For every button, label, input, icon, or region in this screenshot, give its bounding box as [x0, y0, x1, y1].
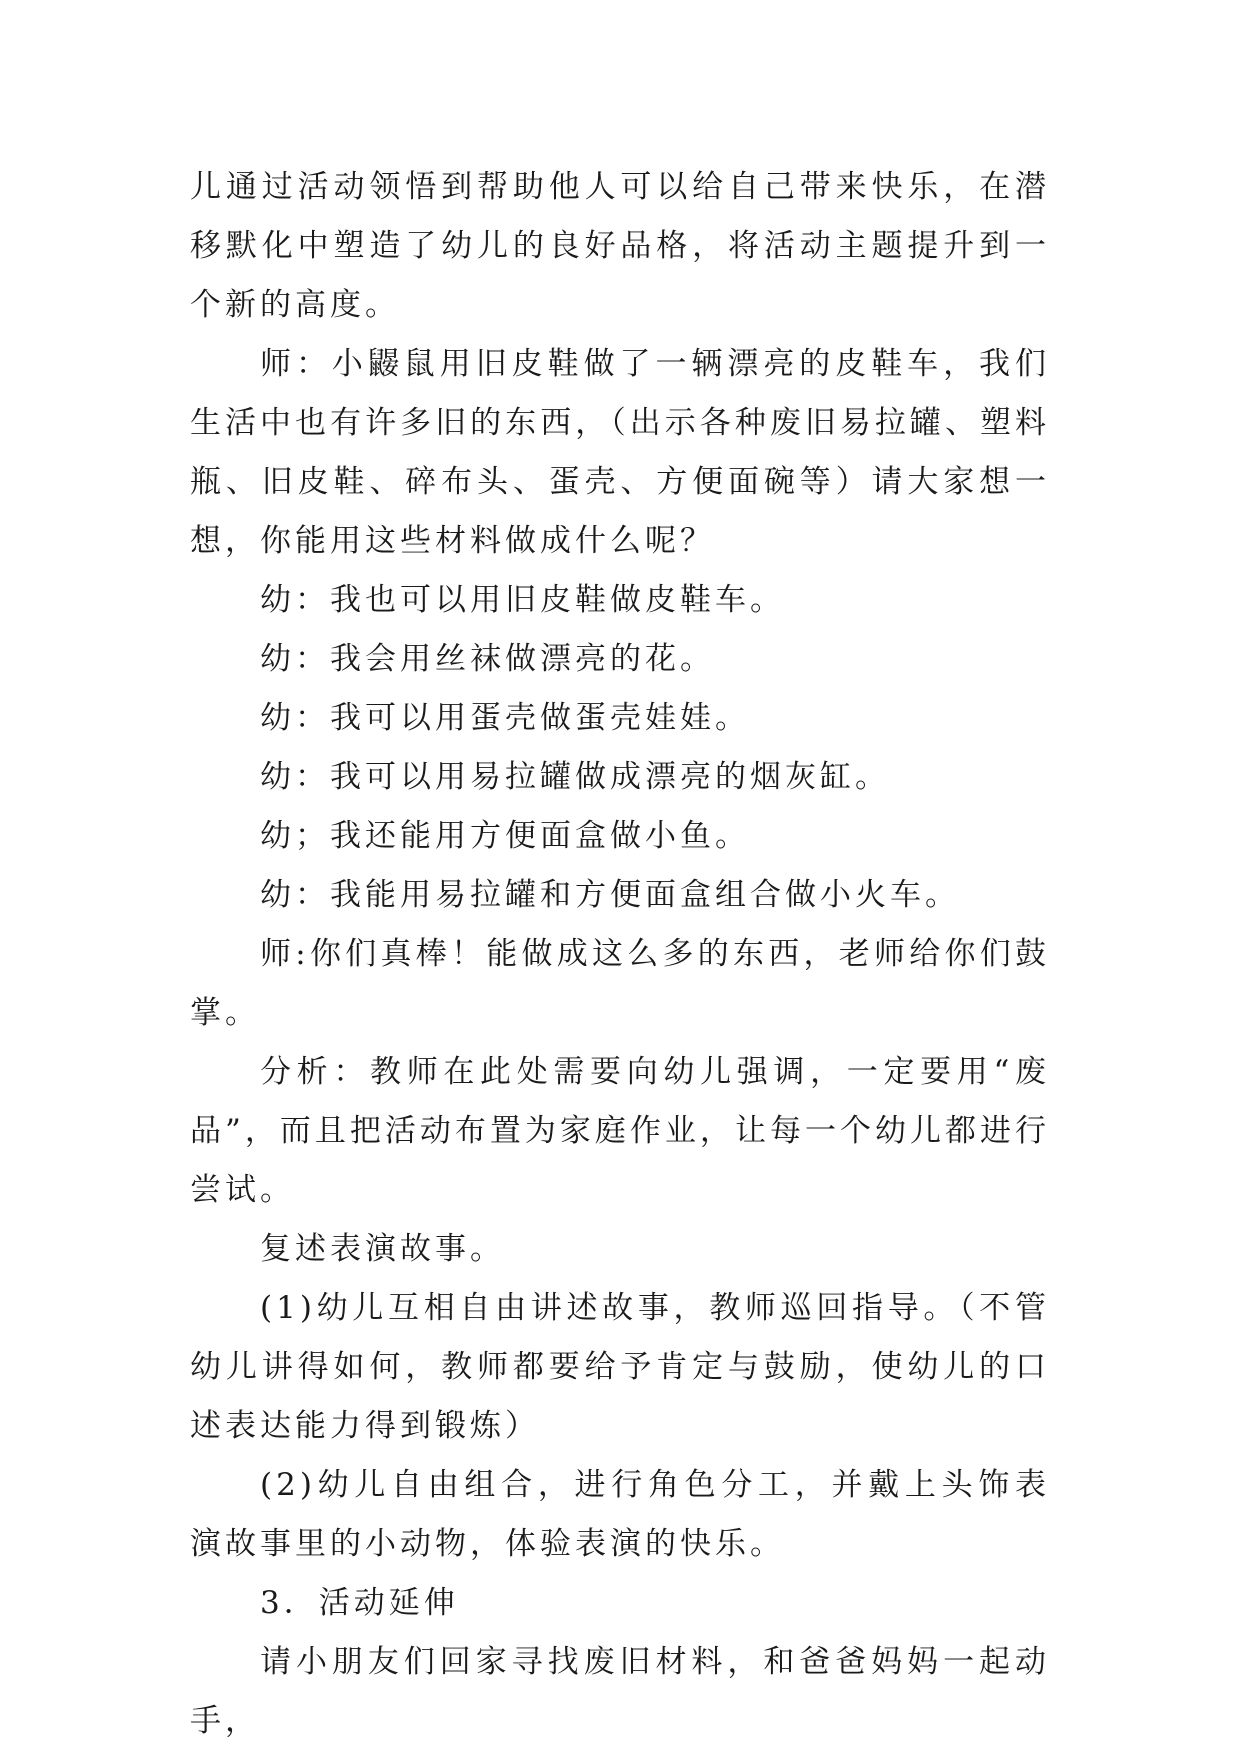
paragraph: 分析：教师在此处需要向幼儿强调，一定要用“废品”，而且把活动布置为家庭作业，让每一个幼儿都进行尝试。 — [190, 1054, 1050, 1208]
paragraph: 幼；我还能用方便面盒做小鱼。 — [260, 818, 750, 854]
paragraph: 幼：我会用丝袜做漂亮的花。 — [260, 641, 715, 677]
body-text — [190, 158, 1050, 1751]
paragraph: (2)幼儿自由组合，进行角色分工，并戴上头饰表演故事里的小动物，体验表演的快乐。 — [190, 1467, 1050, 1562]
paragraph: 师:你们真棒！能做成这么多的东西，老师给你们鼓掌。 — [190, 936, 1050, 1031]
paragraph: 幼：我可以用蛋壳做蛋壳娃娃。 — [260, 700, 750, 736]
paragraph: 3．活动延伸 — [260, 1585, 459, 1621]
paragraph: (1)幼儿互相自由讲述故事，教师巡回指导。（不管幼儿讲得如何，教师都要给予肯定与鼓励，使幼儿的口述表达能力得到锻炼） — [190, 1290, 1050, 1444]
paragraph: 幼：我也可以用旧皮鞋做皮鞋车。 — [260, 582, 785, 618]
paragraph: 请小朋友们回家寻找废旧材料，和爸爸妈妈一起动手， — [190, 1644, 1050, 1739]
paragraph: 师：小鼹鼠用旧皮鞋做了一辆漂亮的皮鞋车，我们生活中也有许多旧的东西，（出示各种废旧易拉罐、塑料瓶、旧皮鞋、碎布头、蛋壳、方便面碗等）请大家想一想，你能用这些材料做成什么呢？ — [190, 346, 1050, 559]
paragraph: 幼：我可以用易拉罐做成漂亮的烟灰缸。 — [260, 759, 890, 795]
paragraph: 复述表演故事。 — [260, 1231, 505, 1267]
paragraph: 儿通过活动领悟到帮助他人可以给自己带来快乐，在潜移默化中塑造了幼儿的良好品格，将活动主题提升到一个新的高度。 — [190, 169, 1050, 323]
paragraph: 幼：我能用易拉罐和方便面盒组合做小火车。 — [260, 877, 960, 913]
